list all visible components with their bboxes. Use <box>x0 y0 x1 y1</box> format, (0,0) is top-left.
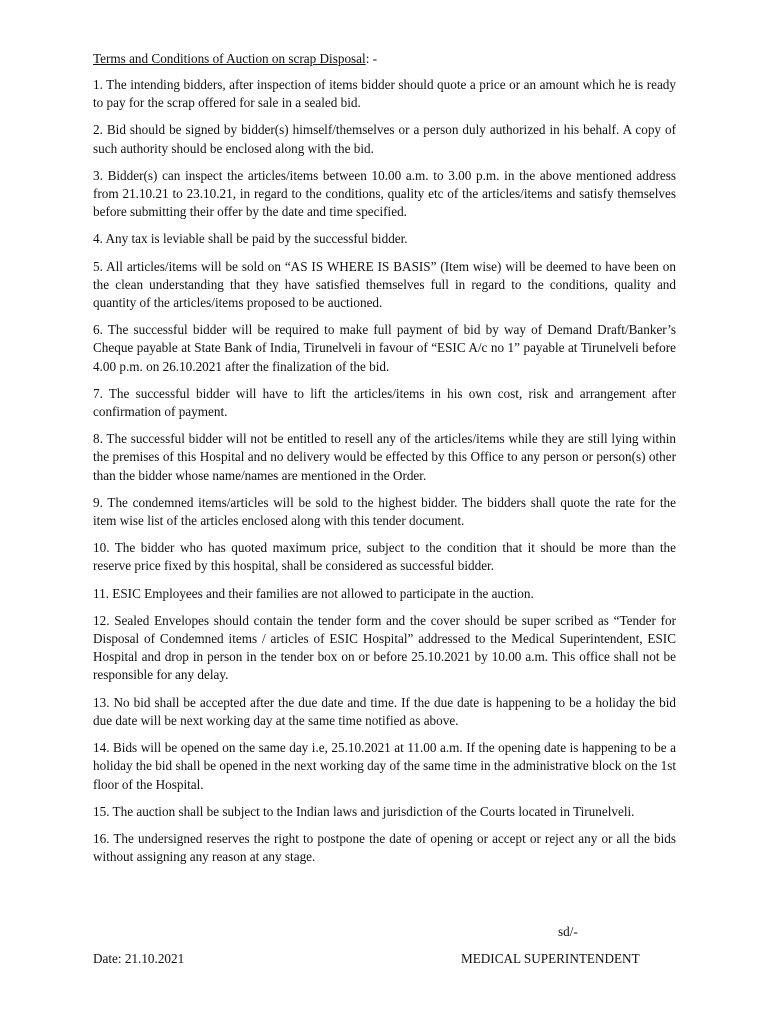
signature-mark: sd/- <box>558 924 578 939</box>
clause-6: 6. The successful bidder will be required to make full payment of bid by way of Demand Draft/Banker’s Cheque payable at State Bank of India, Tirunelveli in favour of “ESIC A/c no 1” payable at Tirunelveli before 4.00 p.m. on 26.10.2021 after the finalization of the bid. <box>93 322 676 374</box>
document-body <box>93 50 676 875</box>
clause-12: 12. Sealed Envelopes should contain the tender form and the cover should be super scribed as “Tender for Disposal of Condemned items / articles of ESIC Hospital” addressed to the Medical Superintendent, ESIC Hospital and drop in person in the tender box on or before 25.10.2021 by 10.00 a.m. This office shall not be responsible for any delay. <box>93 612 676 683</box>
clause-9: 9. The condemned items/articles will be sold to the highest bidder. The bidders shall quote the rate for the item wise list of the articles enclosed along with this tender document. <box>93 494 676 529</box>
clause-14: 14. Bids will be opened on the same day i.e, 25.10.2021 at 11.00 a.m. If the opening date is happening to be a holiday the bid shall be opened in the next working day of the same time in the administrative block on the 1st floor of the Hospital. <box>93 740 676 792</box>
document-date: Date: 21.10.2021 <box>93 951 185 966</box>
clause-4: 4. Any tax is leviable shall be paid by the successful bidder. <box>93 231 408 247</box>
clause-16: 16. The undersigned reserves the right to postpone the date of opening or accept or reject any or all the bids without assigning any reason at any stage. <box>93 830 676 865</box>
clause-2: 2. Bid should be signed by bidder(s) himself/themselves or a person duly authorized in his behalf. A copy of such authority should be enclosed along with the bid. <box>93 122 676 156</box>
clause-11: 11. ESIC Employees and their families are not allowed to participate in the auction. <box>93 585 534 601</box>
clause-1: 1. The intending bidders, after inspection of items bidder should quote a price or an amount which he is ready to pay for the scrap offered for sale in a sealed bid. <box>93 77 676 111</box>
clause-10: 10. The bidder who has quoted maximum price, subject to the condition that it should be more than the reserve price fixed by this hospital, shall be considered as successful bidder. <box>93 540 676 574</box>
clause-13: 13. No bid shall be accepted after the due date and time. If the due date is happening to be a holiday the bid due date will be next working day at the same time notified as above. <box>93 694 676 728</box>
clause-5: 5. All articles/items will be sold on “AS IS WHERE IS BASIS” (Item wise) will be deemed to have been on the clean understanding that they have satisfied themselves full in regard to the conditions, quality and quantity of the articles/items proposed to be auctioned. <box>93 258 676 311</box>
document-title-suffix: : - <box>365 51 378 66</box>
signatory-title: MEDICAL SUPERINTENDENT <box>461 951 640 966</box>
document-title-text: Terms and Conditions of Auction on scrap Disposal <box>93 51 366 66</box>
clause-8: 8. The successful bidder will not be entitled to resell any of the articles/items while they are still lying within the premises of this Hospital and no delivery would be effected by this Office to any person or person(s) other than the bidder whose name/names are mentioned in the Order. <box>93 431 676 483</box>
clause-7: 7. The successful bidder will have to lift the articles/items in his own cost, risk and arrangement after confirmation of payment. <box>93 385 676 420</box>
clause-3: 3. Bidder(s) can inspect the articles/items between 10.00 a.m. to 3.00 p.m. in the above mentioned address from 21.10.21 to 23.10.21, in regard to the conditions, quality etc of the articles/items and satisfy themselves before submitting their offer by the date and time specified. <box>93 167 676 220</box>
document-title <box>93 50 676 68</box>
clause-15: 15. The auction shall be subject to the Indian laws and jurisdiction of the Courts located in Tirunelveli. <box>93 803 635 819</box>
